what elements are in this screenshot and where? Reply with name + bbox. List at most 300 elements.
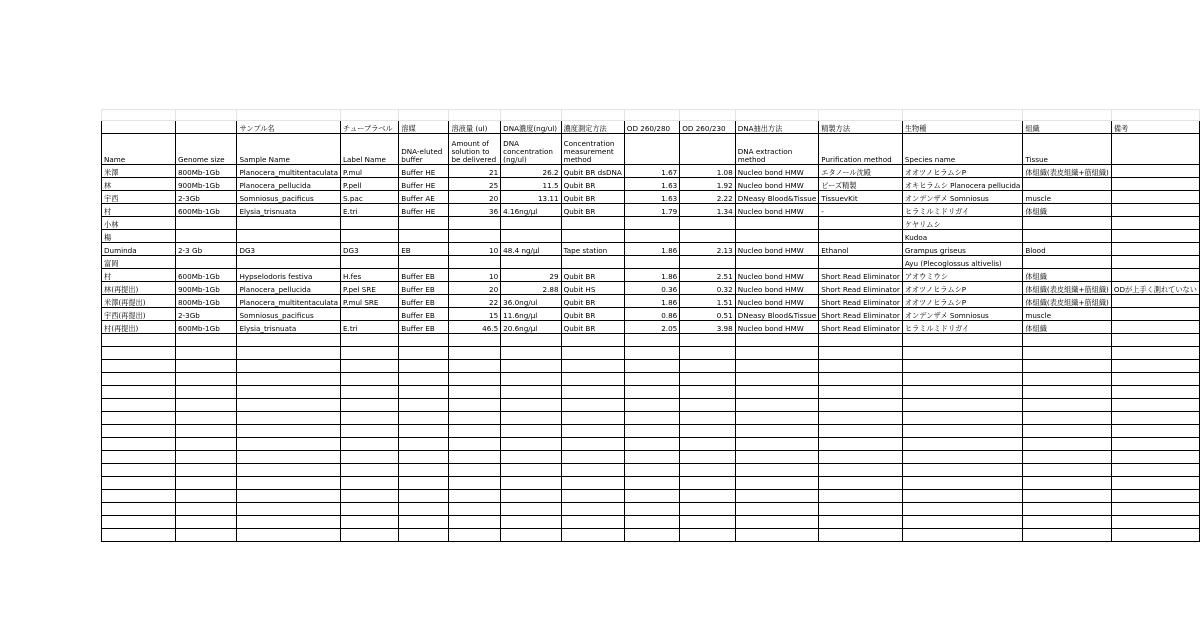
cell-extraction-method[interactable] (735, 399, 819, 412)
cell-buffer[interactable] (399, 438, 449, 451)
cell-concentration[interactable] (501, 360, 561, 373)
cell-sample-name[interactable] (237, 464, 341, 477)
cell-buffer[interactable]: Buffer EB (399, 282, 449, 295)
cell-species[interactable]: オンデンザメ Somniosus (902, 191, 1023, 204)
cell-remarks[interactable] (1111, 516, 1199, 529)
cell-remarks[interactable] (1111, 425, 1199, 438)
cell-remarks[interactable] (1111, 529, 1199, 542)
cell-amount[interactable]: 溶液量 (ul) (449, 121, 501, 134)
cell-name[interactable]: 村 (102, 269, 176, 282)
cell-extraction-method[interactable]: Nucleo bond HMW (735, 269, 819, 282)
cell-amount[interactable] (449, 529, 501, 542)
cell-name[interactable] (102, 347, 176, 360)
cell-label-name[interactable] (341, 110, 399, 121)
cell-extraction-method[interactable] (735, 256, 819, 269)
cell-sample-name[interactable] (237, 373, 341, 386)
cell-buffer[interactable]: Buffer AE (399, 191, 449, 204)
cell-species[interactable]: Grampus griseus (902, 243, 1023, 256)
cell-remarks[interactable] (1111, 134, 1199, 165)
cell-concentration[interactable]: DNA concentration (ng/ul) (501, 134, 561, 165)
cell-od-260-280[interactable] (624, 425, 679, 438)
cell-measure-method[interactable] (561, 412, 624, 425)
cell-genome-size[interactable] (175, 412, 236, 425)
cell-tissue[interactable] (1023, 464, 1112, 477)
cell-label-name[interactable] (341, 464, 399, 477)
cell-tissue[interactable] (1023, 373, 1112, 386)
cell-purification-method[interactable] (819, 529, 903, 542)
cell-extraction-method[interactable] (735, 464, 819, 477)
cell-amount[interactable] (449, 230, 501, 243)
cell-label-name[interactable] (341, 386, 399, 399)
cell-purification-method[interactable] (819, 425, 903, 438)
cell-species[interactable] (902, 360, 1023, 373)
cell-remarks[interactable] (1111, 399, 1199, 412)
cell-purification-method[interactable] (819, 334, 903, 347)
cell-species[interactable]: オオツノヒラムシP (902, 295, 1023, 308)
cell-remarks[interactable] (1111, 360, 1199, 373)
cell-label-name[interactable] (341, 516, 399, 529)
cell-genome-size[interactable] (175, 360, 236, 373)
cell-tissue[interactable] (1023, 516, 1112, 529)
cell-tissue[interactable] (1023, 438, 1112, 451)
cell-od-260-280[interactable]: 1.86 (624, 295, 679, 308)
cell-amount[interactable] (449, 490, 501, 503)
cell-label-name[interactable] (341, 334, 399, 347)
cell-od-260-230[interactable] (680, 373, 735, 386)
cell-genome-size[interactable]: 2-3Gb (175, 191, 236, 204)
cell-od-260-230[interactable] (680, 217, 735, 230)
cell-od-260-280[interactable] (624, 464, 679, 477)
cell-buffer[interactable] (399, 217, 449, 230)
cell-buffer[interactable] (399, 503, 449, 516)
cell-tissue[interactable]: Blood (1023, 243, 1112, 256)
cell-measure-method[interactable] (561, 516, 624, 529)
cell-genome-size[interactable] (175, 477, 236, 490)
cell-tissue[interactable]: 組織 (1023, 121, 1112, 134)
cell-species[interactable]: ケヤリムシ (902, 217, 1023, 230)
cell-amount[interactable] (449, 412, 501, 425)
cell-od-260-230[interactable] (680, 438, 735, 451)
cell-species[interactable] (902, 347, 1023, 360)
cell-extraction-method[interactable]: Nucleo bond HMW (735, 295, 819, 308)
cell-sample-name[interactable]: Planocera_pellucida (237, 282, 341, 295)
cell-concentration[interactable] (501, 373, 561, 386)
cell-remarks[interactable] (1111, 217, 1199, 230)
cell-sample-name[interactable] (237, 490, 341, 503)
cell-sample-name[interactable]: Somniosus_pacificus (237, 191, 341, 204)
cell-species[interactable] (902, 425, 1023, 438)
cell-species[interactable]: オオツノヒラムシP (902, 165, 1023, 178)
cell-concentration[interactable] (501, 529, 561, 542)
cell-concentration[interactable]: 36.0ng/ul (501, 295, 561, 308)
cell-buffer[interactable] (399, 360, 449, 373)
cell-name[interactable]: 林(再提出) (102, 282, 176, 295)
cell-extraction-method[interactable] (735, 438, 819, 451)
cell-buffer[interactable]: Buffer HE (399, 178, 449, 191)
cell-purification-method[interactable] (819, 451, 903, 464)
cell-extraction-method[interactable] (735, 334, 819, 347)
cell-purification-method[interactable] (819, 373, 903, 386)
cell-label-name[interactable] (341, 399, 399, 412)
cell-purification-method[interactable] (819, 230, 903, 243)
cell-extraction-method[interactable]: Nucleo bond HMW (735, 204, 819, 217)
cell-buffer[interactable] (399, 110, 449, 121)
cell-od-260-280[interactable] (624, 386, 679, 399)
cell-extraction-method[interactable] (735, 386, 819, 399)
cell-od-260-230[interactable] (680, 464, 735, 477)
cell-extraction-method[interactable] (735, 373, 819, 386)
cell-amount[interactable] (449, 347, 501, 360)
cell-measure-method[interactable] (561, 490, 624, 503)
cell-extraction-method[interactable] (735, 503, 819, 516)
cell-tissue[interactable] (1023, 334, 1112, 347)
cell-od-260-230[interactable] (680, 347, 735, 360)
cell-od-260-280[interactable]: 1.67 (624, 165, 679, 178)
cell-remarks[interactable] (1111, 347, 1199, 360)
cell-od-260-230[interactable]: 1.34 (680, 204, 735, 217)
cell-od-260-230[interactable]: 2.13 (680, 243, 735, 256)
cell-sample-name[interactable]: Planocera_pellucida (237, 178, 341, 191)
cell-extraction-method[interactable] (735, 529, 819, 542)
cell-species[interactable] (902, 529, 1023, 542)
cell-od-260-230[interactable] (680, 503, 735, 516)
cell-remarks[interactable] (1111, 334, 1199, 347)
cell-sample-name[interactable]: Somniosus_pacificus (237, 308, 341, 321)
cell-extraction-method[interactable]: Nucleo bond HMW (735, 282, 819, 295)
cell-remarks[interactable] (1111, 295, 1199, 308)
cell-amount[interactable] (449, 516, 501, 529)
cell-sample-name[interactable]: Hypselodoris festiva (237, 269, 341, 282)
cell-genome-size[interactable] (175, 334, 236, 347)
cell-extraction-method[interactable]: Nucleo bond HMW (735, 243, 819, 256)
cell-name[interactable] (102, 110, 176, 121)
cell-sample-name[interactable] (237, 529, 341, 542)
cell-amount[interactable] (449, 360, 501, 373)
cell-amount[interactable] (449, 503, 501, 516)
cell-species[interactable] (902, 438, 1023, 451)
cell-purification-method[interactable] (819, 347, 903, 360)
cell-sample-name[interactable] (237, 217, 341, 230)
cell-name[interactable]: 米澤(再提出) (102, 295, 176, 308)
cell-species[interactable]: Species name (902, 134, 1023, 165)
cell-od-260-280[interactable]: 1.63 (624, 191, 679, 204)
cell-measure-method[interactable] (561, 334, 624, 347)
cell-tissue[interactable]: 体組織(表皮組織+筋組織) (1023, 282, 1112, 295)
cell-sample-name[interactable]: Planocera_multitentaculata (237, 295, 341, 308)
cell-remarks[interactable] (1111, 503, 1199, 516)
cell-extraction-method[interactable]: DNA抽出方法 (735, 121, 819, 134)
cell-buffer[interactable] (399, 451, 449, 464)
cell-buffer[interactable] (399, 334, 449, 347)
cell-buffer[interactable]: Buffer EB (399, 321, 449, 334)
cell-amount[interactable] (449, 110, 501, 121)
cell-measure-method[interactable]: Qubit BR (561, 269, 624, 282)
cell-od-260-230[interactable] (680, 110, 735, 121)
cell-concentration[interactable] (501, 347, 561, 360)
cell-sample-name[interactable] (237, 360, 341, 373)
cell-name[interactable] (102, 386, 176, 399)
cell-od-260-280[interactable] (624, 347, 679, 360)
cell-tissue[interactable]: 体組織 (1023, 321, 1112, 334)
cell-od-260-280[interactable] (624, 529, 679, 542)
cell-od-260-230[interactable] (680, 230, 735, 243)
cell-concentration[interactable] (501, 399, 561, 412)
cell-purification-method[interactable] (819, 438, 903, 451)
cell-concentration[interactable]: 4.16ng/µl (501, 204, 561, 217)
cell-name[interactable]: 林 (102, 178, 176, 191)
cell-label-name[interactable]: P.pell (341, 178, 399, 191)
cell-measure-method[interactable]: Qubit BR (561, 321, 624, 334)
cell-species[interactable] (902, 477, 1023, 490)
cell-purification-method[interactable] (819, 217, 903, 230)
cell-label-name[interactable] (341, 477, 399, 490)
cell-sample-name[interactable]: サンプル名 (237, 121, 341, 134)
cell-tissue[interactable] (1023, 425, 1112, 438)
cell-name[interactable] (102, 451, 176, 464)
cell-od-260-280[interactable]: OD 260/280 (624, 121, 679, 134)
cell-species[interactable]: オオツノヒラムシP (902, 282, 1023, 295)
cell-sample-name[interactable] (237, 334, 341, 347)
cell-name[interactable] (102, 121, 176, 134)
cell-concentration[interactable] (501, 386, 561, 399)
cell-od-260-230[interactable] (680, 412, 735, 425)
cell-sample-name[interactable] (237, 451, 341, 464)
cell-name[interactable] (102, 503, 176, 516)
cell-species[interactable]: ヒラミルミドリガイ (902, 204, 1023, 217)
cell-remarks[interactable] (1111, 308, 1199, 321)
cell-purification-method[interactable]: ビーズ精製 (819, 178, 903, 191)
cell-amount[interactable] (449, 399, 501, 412)
cell-genome-size[interactable] (175, 438, 236, 451)
cell-measure-method[interactable] (561, 464, 624, 477)
cell-buffer[interactable] (399, 412, 449, 425)
cell-purification-method[interactable]: 精製方法 (819, 121, 903, 134)
cell-label-name[interactable] (341, 503, 399, 516)
cell-name[interactable]: 小林 (102, 217, 176, 230)
cell-label-name[interactable]: P.mul SRE (341, 295, 399, 308)
cell-extraction-method[interactable] (735, 412, 819, 425)
cell-genome-size[interactable] (175, 529, 236, 542)
cell-tissue[interactable] (1023, 477, 1112, 490)
cell-measure-method[interactable] (561, 217, 624, 230)
cell-od-260-230[interactable] (680, 386, 735, 399)
cell-amount[interactable]: 21 (449, 165, 501, 178)
cell-od-260-230[interactable]: OD 260/230 (680, 121, 735, 134)
cell-sample-name[interactable] (237, 256, 341, 269)
cell-od-260-230[interactable]: 2.22 (680, 191, 735, 204)
cell-species[interactable]: Kudoa (902, 230, 1023, 243)
cell-species[interactable]: Ayu (Plecoglossus altivelis) (902, 256, 1023, 269)
cell-genome-size[interactable] (175, 451, 236, 464)
cell-tissue[interactable] (1023, 347, 1112, 360)
cell-buffer[interactable] (399, 386, 449, 399)
cell-purification-method[interactable] (819, 256, 903, 269)
cell-genome-size[interactable]: 2-3 Gb (175, 243, 236, 256)
cell-od-260-280[interactable] (624, 503, 679, 516)
cell-extraction-method[interactable] (735, 516, 819, 529)
cell-od-260-280[interactable]: 2.05 (624, 321, 679, 334)
cell-name[interactable] (102, 360, 176, 373)
cell-measure-method[interactable] (561, 347, 624, 360)
cell-sample-name[interactable] (237, 399, 341, 412)
cell-sample-name[interactable] (237, 386, 341, 399)
cell-amount[interactable]: 36 (449, 204, 501, 217)
cell-genome-size[interactable]: 600Mb-1Gb (175, 269, 236, 282)
cell-buffer[interactable]: Buffer EB (399, 295, 449, 308)
cell-sample-name[interactable] (237, 412, 341, 425)
cell-species[interactable] (902, 412, 1023, 425)
cell-species[interactable]: オンデンザメ Somniosus (902, 308, 1023, 321)
cell-buffer[interactable] (399, 425, 449, 438)
cell-extraction-method[interactable] (735, 230, 819, 243)
cell-name[interactable] (102, 477, 176, 490)
cell-amount[interactable]: 10 (449, 243, 501, 256)
cell-purification-method[interactable] (819, 477, 903, 490)
cell-purification-method[interactable] (819, 399, 903, 412)
cell-buffer[interactable]: DNA-eluted buffer (399, 134, 449, 165)
cell-label-name[interactable]: DG3 (341, 243, 399, 256)
cell-sample-name[interactable] (237, 503, 341, 516)
cell-tissue[interactable] (1023, 230, 1112, 243)
cell-sample-name[interactable] (237, 347, 341, 360)
cell-remarks[interactable]: ODが上手く測れていない (1111, 282, 1199, 295)
cell-amount[interactable] (449, 373, 501, 386)
cell-purification-method[interactable]: エタノール沈殿 (819, 165, 903, 178)
cell-measure-method[interactable]: Concentration measurement method (561, 134, 624, 165)
cell-purification-method[interactable] (819, 503, 903, 516)
cell-amount[interactable] (449, 334, 501, 347)
cell-remarks[interactable] (1111, 386, 1199, 399)
cell-label-name[interactable]: S.pac (341, 191, 399, 204)
cell-name[interactable] (102, 516, 176, 529)
cell-od-260-230[interactable]: 1.92 (680, 178, 735, 191)
cell-genome-size[interactable]: 800Mb-1Gb (175, 295, 236, 308)
cell-od-260-230[interactable]: 0.32 (680, 282, 735, 295)
cell-extraction-method[interactable] (735, 490, 819, 503)
cell-remarks[interactable] (1111, 451, 1199, 464)
cell-measure-method[interactable] (561, 256, 624, 269)
cell-measure-method[interactable] (561, 110, 624, 121)
cell-od-260-230[interactable] (680, 134, 735, 165)
cell-genome-size[interactable] (175, 110, 236, 121)
cell-tissue[interactable] (1023, 217, 1112, 230)
cell-amount[interactable]: 10 (449, 269, 501, 282)
cell-genome-size[interactable] (175, 399, 236, 412)
cell-purification-method[interactable] (819, 516, 903, 529)
cell-od-260-280[interactable] (624, 399, 679, 412)
cell-species[interactable] (902, 373, 1023, 386)
cell-purification-method[interactable] (819, 110, 903, 121)
cell-concentration[interactable]: 11.5 (501, 178, 561, 191)
cell-measure-method[interactable]: Tape station (561, 243, 624, 256)
cell-amount[interactable]: Amount of solution to be delivered (449, 134, 501, 165)
cell-genome-size[interactable] (175, 490, 236, 503)
cell-label-name[interactable] (341, 529, 399, 542)
cell-purification-method[interactable]: Short Read Eliminator (819, 269, 903, 282)
cell-od-260-230[interactable] (680, 451, 735, 464)
cell-remarks[interactable] (1111, 178, 1199, 191)
cell-genome-size[interactable]: 600Mb-1Gb (175, 204, 236, 217)
cell-remarks[interactable]: 備考 (1111, 121, 1199, 134)
cell-tissue[interactable] (1023, 451, 1112, 464)
cell-label-name[interactable] (341, 451, 399, 464)
cell-purification-method[interactable]: Short Read Eliminator (819, 308, 903, 321)
cell-label-name[interactable] (341, 412, 399, 425)
cell-purification-method[interactable]: Short Read Eliminator (819, 282, 903, 295)
cell-purification-method[interactable] (819, 412, 903, 425)
cell-od-260-280[interactable] (624, 217, 679, 230)
cell-extraction-method[interactable] (735, 425, 819, 438)
cell-od-260-230[interactable]: 1.08 (680, 165, 735, 178)
cell-label-name[interactable]: Label Name (341, 134, 399, 165)
cell-measure-method[interactable] (561, 386, 624, 399)
cell-purification-method[interactable] (819, 360, 903, 373)
cell-measure-method[interactable] (561, 360, 624, 373)
cell-amount[interactable] (449, 451, 501, 464)
cell-species[interactable]: アオウミウシ (902, 269, 1023, 282)
cell-species[interactable]: ヒラミルミドリガイ (902, 321, 1023, 334)
cell-od-260-280[interactable] (624, 360, 679, 373)
cell-label-name[interactable]: H.fes (341, 269, 399, 282)
cell-tissue[interactable] (1023, 386, 1112, 399)
cell-species[interactable] (902, 516, 1023, 529)
cell-tissue[interactable]: muscle (1023, 191, 1112, 204)
cell-name[interactable]: 米澤 (102, 165, 176, 178)
cell-extraction-method[interactable]: Nucleo bond HMW (735, 178, 819, 191)
cell-purification-method[interactable]: Short Read Eliminator (819, 295, 903, 308)
cell-buffer[interactable] (399, 256, 449, 269)
cell-genome-size[interactable] (175, 464, 236, 477)
cell-od-260-230[interactable] (680, 490, 735, 503)
cell-amount[interactable]: 15 (449, 308, 501, 321)
cell-od-260-230[interactable] (680, 256, 735, 269)
cell-remarks[interactable] (1111, 438, 1199, 451)
cell-od-260-280[interactable]: 1.63 (624, 178, 679, 191)
cell-name[interactable]: 宇西(再提出) (102, 308, 176, 321)
cell-purification-method[interactable] (819, 386, 903, 399)
cell-amount[interactable]: 20 (449, 191, 501, 204)
cell-concentration[interactable] (501, 438, 561, 451)
cell-name[interactable] (102, 464, 176, 477)
cell-concentration[interactable]: 20.6ng/µl (501, 321, 561, 334)
cell-species[interactable] (902, 386, 1023, 399)
cell-label-name[interactable] (341, 490, 399, 503)
cell-concentration[interactable]: 11.6ng/µl (501, 308, 561, 321)
cell-concentration[interactable] (501, 451, 561, 464)
cell-sample-name[interactable] (237, 110, 341, 121)
cell-concentration[interactable] (501, 477, 561, 490)
cell-amount[interactable] (449, 386, 501, 399)
cell-genome-size[interactable] (175, 256, 236, 269)
cell-amount[interactable] (449, 217, 501, 230)
cell-label-name[interactable]: P.mul (341, 165, 399, 178)
cell-remarks[interactable] (1111, 110, 1199, 121)
cell-od-260-280[interactable] (624, 412, 679, 425)
cell-remarks[interactable] (1111, 204, 1199, 217)
cell-sample-name[interactable]: DG3 (237, 243, 341, 256)
cell-extraction-method[interactable]: Nucleo bond HMW (735, 165, 819, 178)
cell-tissue[interactable] (1023, 503, 1112, 516)
cell-concentration[interactable] (501, 425, 561, 438)
cell-extraction-method[interactable] (735, 451, 819, 464)
cell-purification-method[interactable]: - (819, 204, 903, 217)
cell-name[interactable] (102, 399, 176, 412)
cell-od-260-280[interactable] (624, 477, 679, 490)
cell-remarks[interactable] (1111, 412, 1199, 425)
cell-genome-size[interactable] (175, 347, 236, 360)
cell-genome-size[interactable]: 2-3Gb (175, 308, 236, 321)
cell-tissue[interactable] (1023, 490, 1112, 503)
